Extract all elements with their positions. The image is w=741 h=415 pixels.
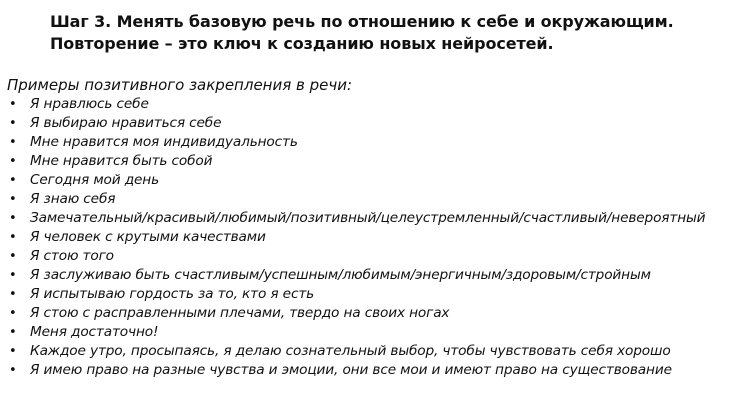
list-item-text: Меня достаточно! — [30, 324, 159, 340]
affirmations-list — [7, 95, 732, 380]
list-item-text: Я стою того — [30, 248, 114, 264]
list-item — [7, 95, 732, 114]
bullet-icon: • — [9, 363, 17, 378]
list-item-text: Я человек с крутыми качествами — [30, 229, 266, 245]
bullet-icon: • — [9, 230, 17, 245]
list-item — [7, 247, 732, 266]
list-item-text: Я заслуживаю быть счастливым/успешным/любимым/энергичным/здоровым/стройным — [30, 267, 651, 283]
list-item — [7, 190, 732, 209]
list-item — [7, 266, 732, 285]
list-item-text: Я имею право на разные чувства и эмоции, они все мои и имеют право на существование — [30, 362, 672, 378]
bullet-icon: • — [9, 249, 17, 264]
bullet-icon: • — [9, 135, 17, 150]
list-item — [7, 171, 732, 190]
list-item — [7, 133, 732, 152]
list-item-text: Я выбираю нравиться себе — [30, 115, 222, 131]
list-item-text: Замечательный/красивый/любимый/позитивный/целеустремленный/счастливый/невероятный — [30, 210, 706, 226]
bullet-icon: • — [9, 192, 17, 207]
bullet-icon: • — [9, 211, 17, 226]
bullet-icon: • — [9, 344, 17, 359]
bullet-icon: • — [9, 97, 17, 112]
list-item-text: Сегодня мой день — [30, 172, 159, 188]
list-item-text: Мне нравится быть собой — [30, 153, 213, 169]
list-item — [7, 304, 732, 323]
list-item-text: Мне нравится моя индивидуальность — [30, 134, 298, 150]
list-item-text: Я знаю себя — [30, 191, 116, 207]
step-heading-line-1: Шаг 3. Менять базовую речь по отношению к себе и окружающим. — [50, 12, 674, 31]
list-item — [7, 209, 730, 228]
examples-intro: Примеры позитивного закрепления в речи: — [7, 76, 353, 94]
list-item — [7, 342, 732, 361]
list-item-text: Я нравлюсь себе — [30, 96, 149, 112]
list-item — [7, 114, 732, 133]
list-item-text: Я испытываю гордость за то, кто я есть — [30, 286, 315, 302]
list-item — [7, 323, 732, 342]
list-item — [7, 228, 732, 247]
step-heading — [50, 11, 730, 55]
bullet-icon: • — [9, 116, 17, 131]
list-item — [7, 152, 732, 171]
bullet-icon: • — [9, 325, 17, 340]
list-item-text: Я стою с расправленными плечами, твердо на своих ногах — [30, 305, 450, 321]
bullet-icon: • — [9, 154, 17, 169]
bullet-icon: • — [9, 173, 17, 188]
list-item-text: Каждое утро, просыпаясь, я делаю сознательный выбор, чтобы чувствовать себя хорошо — [30, 343, 671, 359]
bullet-icon: • — [9, 306, 17, 321]
bullet-icon: • — [9, 287, 17, 302]
bullet-icon: • — [9, 268, 17, 283]
list-item — [7, 285, 732, 304]
list-item — [7, 361, 732, 380]
step-heading-line-2: Повторение – это ключ к созданию новых нейросетей. — [50, 34, 554, 53]
